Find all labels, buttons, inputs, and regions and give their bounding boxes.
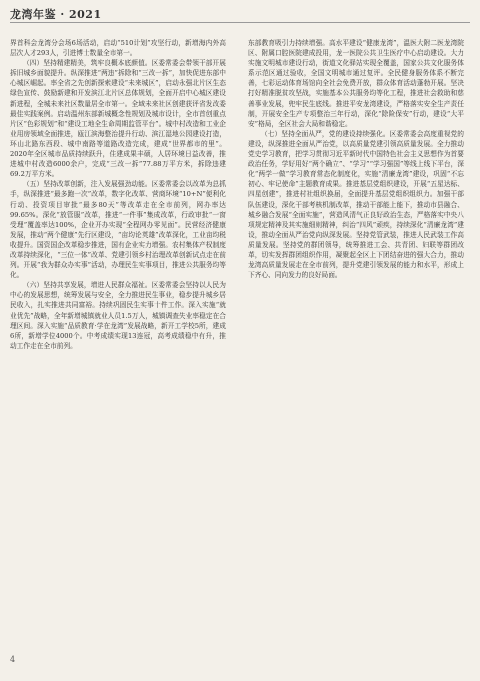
paragraph: 界首科会龙湾分会场6场活动，启动“510计划”攻坚行动，新增海内外高层次人才293人，引进博士数量全市第一。 bbox=[10, 39, 226, 58]
paragraph: （六）坚持共享发展，增进人民群众福祉。区委常委会坚持以人民为中心的发展思想，统筹发展与安全，全力推进民生事业，稳步提升城乡居民收入，扎实推进共同富裕。持续巩固民生实事十件工作。深入实施“就业优先”战略，全年新增城镇就业人员1.5万人，城镇调查失业率稳定在合理区间。深入实施“品质教育·学在龙湾”发展战略，新开工学校5所，建成6所，新增学位4000个。中考成绩实现13连冠，高考成绩稳中有升，推动工作走在全市前列。 bbox=[10, 281, 226, 350]
paragraph: （四）坚持精建精美，筑牢良概本底颜值。区委常委会带领干部开展拆旧城乡面貌提升。纵深推进“两违”拆除和“三改一拆”，加快促进东部中心城区崛起。率全省之先创新探索建设“未来城区”，启动永强北片区生态绿色宣传、鼓励新建和开发滨江北片区总体规划，全面开启中心城区建设新进程，全城未来社区数量居全市第一。全域未来社区创建获评省发改委最佳实践案例。启动温州东部新城概念性规划及城市设计，全市首创重点片区“色彩规划”和“建设工地全生命周期监管平台”。城中村改造和工业企业用房领域全面推进，瓯江滨海整治提升行动、滨江湿地公园建设打造，环山北路东西段、城中南路等道路改造完成，建成“世界都市的里”。2020年全区城市品质持续跃升，住建成果丰硕，人居环境日益改善，推进城中村改造6000余户，完成“三改一拆”77.88万平方米，拆除违建69.2万平方米。 bbox=[10, 59, 226, 179]
paragraph: 东部教育吸引力持续增强。高水平建设“健康龙湾”，温医大附二医龙湾院区、附属口腔医院建成投用，龙一医院公共卫生医疗中心启动建设。大力实施文明城市建设行动，街道文化驿站实现全覆盖，国家公共文化服务体系示范区通过验收，全国文明城市通过复评。全民健身服务体系不断完善，七彩运动体育场馆向全社会免费开放，群众体育活动蓬勃开展。坚决打好精准脱贫攻坚战，实施基本公共服务均等化工程，推进社会救助和慈善事业发展，兜牢民生底线。推进平安龙湾建设，严格落实安全生产责任制，开展安全生产专项整治三年行动，深化“除险保安”行动，建设“大平安”格局，全区社会大局和谐稳定。 bbox=[248, 39, 464, 128]
page-header bbox=[0, 0, 480, 26]
right-column bbox=[248, 38, 464, 280]
header-divider bbox=[10, 22, 470, 23]
paragraph: （五）坚持改革创新，注入发展强劲动能。区委常委会以改革为总抓手，纵深推进“最多跑一次”改革，数字化改革、营商环境“10+N”便利化行动、投资项目审批“最多80天”等改革走在全市前列，网办率达99.65%。深化“放管服”改革，推进“一件事”集成改革，行政审批“一窗受理”覆盖率达100%，企业开办实现“全程网办零见面”。民营经济健康发展，推动“两个健康”先行区建设，“亩均论英雄”改革深化，工业亩均税收提升。国资国企改革稳步推进，国有企业实力增强。农村集体产权制度改革持续深化，“三位一体”改革、党建引领乡村治理改革创新试点走在前列。开展“我为群众办实事”活动，办理民生实事项目，推进公共服务均等化。 bbox=[10, 180, 226, 280]
paragraph: （七）坚持全面从严，党的建设持续强化。区委常委会高度重视党的建设，纵深推进全面从严治党，以高质量党建引领高质量发展。全力推动党史学习教育，把学习贯彻习近平新时代中国特色社会主义思想作为首要政治任务，学好用好“两个确立”、“学习”“学习强国”等线上线下平台，深化“两学一做”学习教育常态化制度化，实施“清廉龙湾”建设，巩固“不忘初心、牢记使命”主题教育成果。推进基层党组织建设，开展“五星达标、四星创建”，推进村社组织换届，全面提升基层党组织组织力。加强干部队伍建设，深化干部考核机制改革，推动干部能上能下，推动市县融合、城乡融合发展“全面实施”，营造风清气正良好政治生态，严格落实中央八项规定精神及其实施细则精神，纠治“四风”顽疾，持续深化“清廉龙湾”建设，推动全面从严治党向纵深发展。坚持党管武装，推进人民武装工作高质量发展。坚持党的群团领导，统筹推进工会、共青团、妇联等群团改革，切实发挥群团组织作用，凝聚起全区上下团结奋进的强大合力，推动龙湾高质量发展走在全市前列，提升党建引领发展的能力和水平，形成上下齐心、同向发力的良好局面。 bbox=[248, 129, 464, 280]
yearbook-title: 龙湾年鉴 · 2021 bbox=[10, 8, 102, 21]
left-column bbox=[10, 38, 226, 351]
page-number: 4 bbox=[10, 655, 16, 664]
